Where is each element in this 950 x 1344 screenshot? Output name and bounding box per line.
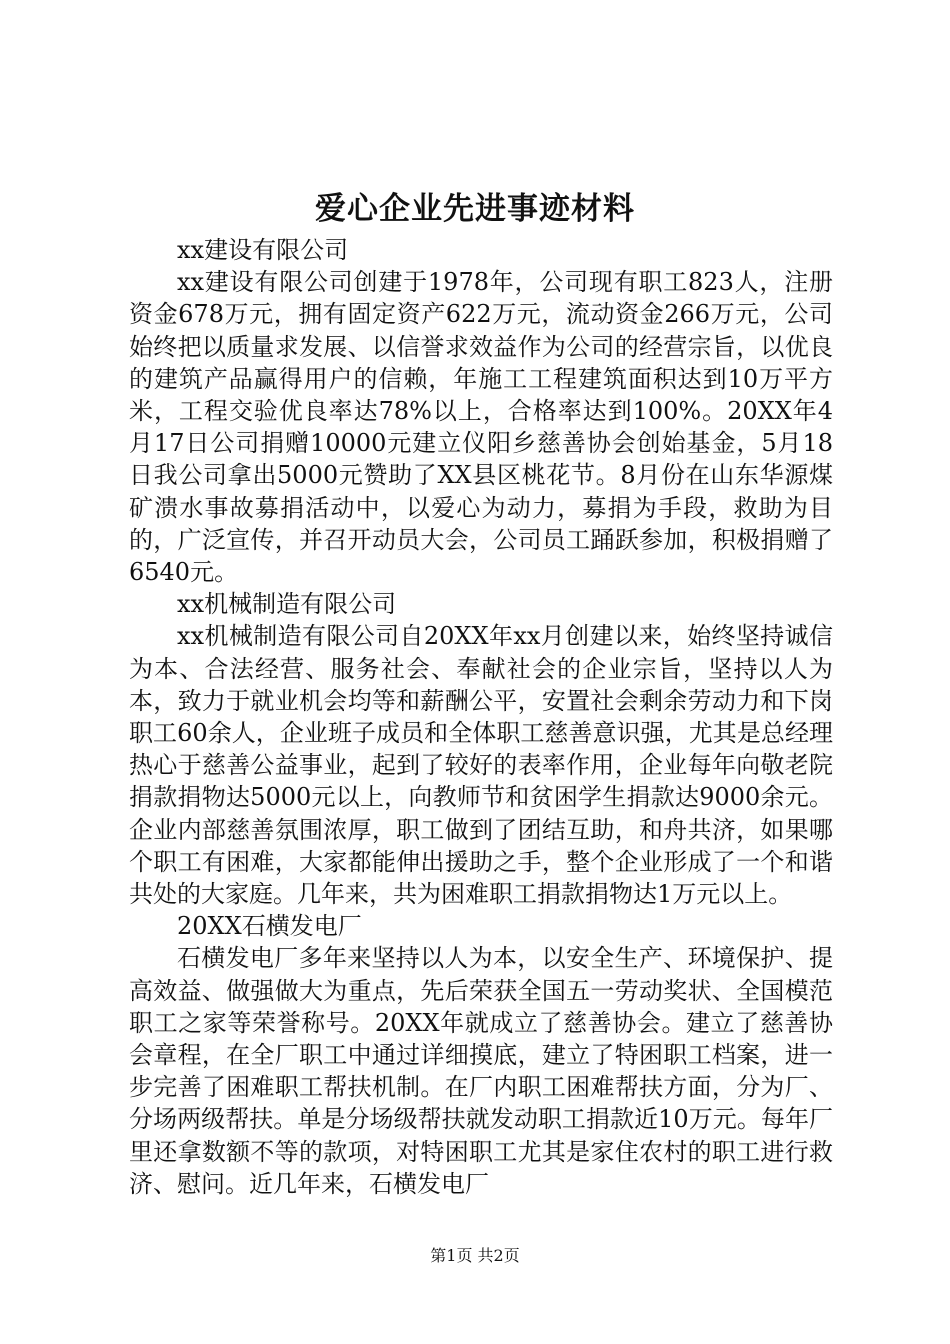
- section-paragraph-company-2: xx机械制造有限公司自20XX年xx月创建以来，始终坚持诚信为本、合法经营、服务社会、奉献社会的企业宗旨，坚持以人为本，致力于就业机会均等和薪酬公平，安置社会剩余劳动力和下岗职工60余人，企业班子成员和全体职工慈善意识强，尤其是总经理热心于慈善公益事业，起到了较好的表率作用，企业每年向敬老院捐款捐物达5000元以上，向教师节和贫困学生捐款达9000余元。企业内部慈善氛围浓厚，职工做到了团结互助，和舟共济，如果哪个职工有困难，大家都能伸出援助之手，整个企业形成了一个和谐共处的大家庭。几年来，共为困难职工捐款捐物达1万元以上。: [129, 622, 833, 909]
- section-heading-company-2: xx机械制造有限公司: [177, 590, 397, 619]
- section-heading-company-3: 20XX石横发电厂: [177, 912, 362, 941]
- document-title: 爱心企业先进事迹材料: [315, 191, 635, 227]
- section-heading-company-1: xx建设有限公司: [177, 236, 349, 264]
- section-paragraph-company-1: xx建设有限公司创建于1978年，公司现有职工823人，注册资金678万元，拥有固定资产622万元，流动资金266万元，公司始终把以质量求发展、以信誉求效益作为公司的经营宗旨，以优良的建筑产品赢得用户的信赖，年施工工程建筑面积达到10万平方米，工程交验优良率达78%以上，合格率达到100%。20XX年4月17日公司捐赠10000元建立仪阳乡慈善协会创始基金，5月18日我公司拿出5000元赞助了XX县区桃花节。8月份在山东华源煤矿溃水事故募捐活动中，以爱心为动力，募捐为手段，救助为目的，广泛宣传，并召开动员大会，公司员工踊跃参加，积极捐赠了6540元。: [129, 268, 833, 587]
- section-paragraph-company-3: 石横发电厂多年来坚持以人为本，以安全生产、环境保护、提高效益、做强做大为重点，先后荣获全国五一劳动奖状、全国模范职工之家等荣誉称号。20XX年就成立了慈善协会。建立了慈善协会章程，在全厂职工中通过详细摸底，建立了特困职工档案，进一步完善了困难职工帮扶机制。在厂内职工困难帮扶方面，分为厂、分场两级帮扶。单是分场级帮扶就发动职工捐款近10万元。每年厂里还拿数额不等的款项，对特困职工尤其是家住农村的职工进行救济、慰问。近几年来，石横发电厂: [129, 944, 833, 1198]
- page-number-footer: 第1页 共2页: [430, 1246, 520, 1265]
- document-body: [129, 234, 833, 1200]
